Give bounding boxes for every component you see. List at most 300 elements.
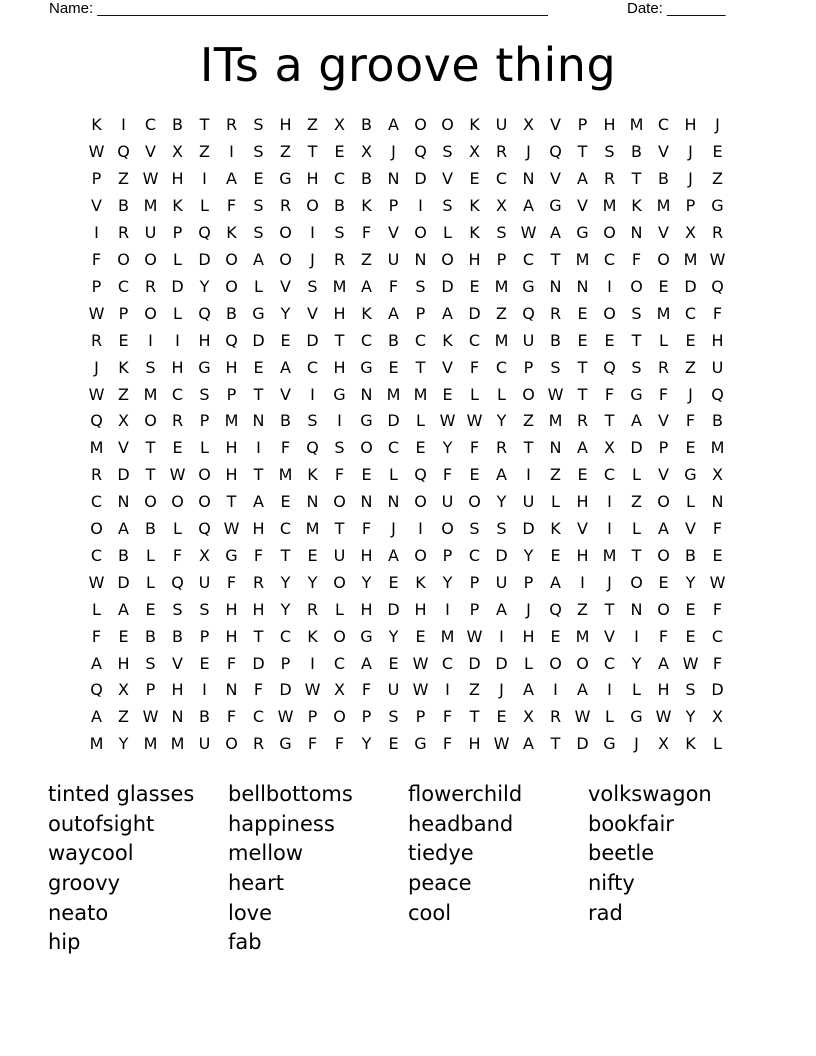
grid-letter: S <box>145 653 156 673</box>
grid-letter: I <box>418 196 423 216</box>
grid-letter: A <box>388 303 399 323</box>
grid-letter: E <box>118 330 129 350</box>
grid-row <box>83 112 733 139</box>
grid-letter: X <box>496 196 507 216</box>
grid-letter: H <box>657 680 670 700</box>
grid-letter: E <box>685 626 696 646</box>
grid-letter: R <box>252 572 265 592</box>
grid-letter: T <box>523 438 534 458</box>
grid-letter: Q <box>549 599 562 619</box>
grid-letter: C <box>468 330 481 350</box>
grid-letter: E <box>442 384 453 404</box>
grid-letter: H <box>117 653 130 673</box>
grid-letter: D <box>711 680 724 700</box>
grid-letter: I <box>310 223 315 243</box>
grid-letter: T <box>145 438 156 458</box>
grid-letter: Q <box>90 680 103 700</box>
grid-letter: G <box>603 734 616 754</box>
grid-letter: R <box>279 196 292 216</box>
grid-letter: O <box>630 276 643 296</box>
grid-letter: Z <box>361 249 372 269</box>
word-bank-item: peace <box>408 870 472 895</box>
grid-letter: J <box>607 572 612 592</box>
grid-letter: T <box>253 465 264 485</box>
grid-letter: F <box>226 653 237 673</box>
grid-letter: G <box>684 465 697 485</box>
grid-letter: I <box>553 680 558 700</box>
grid-letter: J <box>634 734 639 754</box>
grid-letter: T <box>550 734 561 754</box>
grid-letter: I <box>202 680 207 700</box>
grid-letter: P <box>469 572 480 592</box>
grid-letter: L <box>551 492 560 512</box>
grid-row <box>83 516 733 543</box>
grid-letter: Y <box>388 626 399 646</box>
grid-letter: Z <box>118 384 129 404</box>
grid-letter: E <box>388 572 399 592</box>
grid-letter: M <box>278 465 293 485</box>
grid-letter: P <box>577 115 588 135</box>
grid-letter: O <box>171 492 184 512</box>
grid-letter: T <box>280 545 291 565</box>
grid-letter: D <box>117 572 130 592</box>
grid-letter: S <box>604 142 615 162</box>
grid-letter: L <box>470 384 479 404</box>
grid-letter: I <box>580 572 585 592</box>
word-bank-item: outofsight <box>48 811 155 836</box>
grid-letter: O <box>117 249 130 269</box>
grid-letter: C <box>144 115 157 135</box>
grid-letter: F <box>712 599 723 619</box>
grid-letter: T <box>253 626 264 646</box>
grid-letter: A <box>388 545 399 565</box>
grid-letter: E <box>685 330 696 350</box>
grid-letter: V <box>118 438 129 458</box>
grid-letter: Z <box>550 465 561 485</box>
grid-letter: G <box>360 357 373 377</box>
grid-letter: X <box>334 115 345 135</box>
grid-letter: Z <box>685 357 696 377</box>
grid-letter: L <box>173 519 182 539</box>
grid-letter: N <box>225 680 238 700</box>
grid-letter: O <box>441 249 454 269</box>
grid-letter: I <box>121 115 126 135</box>
grid-letter: R <box>117 223 130 243</box>
grid-letter: D <box>117 465 130 485</box>
grid-letter: O <box>144 411 157 431</box>
grid-letter: H <box>225 465 238 485</box>
grid-letter: L <box>416 411 425 431</box>
grid-letter: A <box>523 680 534 700</box>
grid-letter: P <box>172 223 183 243</box>
grid-letter: F <box>469 438 480 458</box>
grid-letter: Z <box>523 411 534 431</box>
grid-letter: M <box>332 276 347 296</box>
word-bank-row <box>48 868 768 898</box>
grid-letter: E <box>118 626 129 646</box>
grid-letter: S <box>145 357 156 377</box>
grid-letter: H <box>576 492 589 512</box>
grid-letter: A <box>253 249 264 269</box>
grid-letter: C <box>711 626 724 646</box>
grid-letter: D <box>171 276 184 296</box>
grid-letter: D <box>279 680 292 700</box>
grid-letter: W <box>88 384 105 404</box>
grid-letter: M <box>602 196 617 216</box>
grid-letter: V <box>577 196 588 216</box>
grid-letter: R <box>225 115 238 135</box>
grid-letter: A <box>361 653 372 673</box>
grid-letter: Q <box>522 303 535 323</box>
grid-letter: B <box>658 169 669 189</box>
grid-letter: E <box>334 142 345 162</box>
grid-letter: E <box>604 330 615 350</box>
grid-letter: X <box>469 142 480 162</box>
grid-letter: Q <box>711 384 724 404</box>
grid-letter: I <box>499 626 504 646</box>
grid-letter: M <box>143 384 158 404</box>
grid-letter: J <box>391 519 396 539</box>
grid-letter: L <box>443 223 452 243</box>
grid-letter: M <box>710 438 725 458</box>
grid-letter: M <box>440 626 455 646</box>
grid-letter: A <box>523 196 534 216</box>
grid-letter: E <box>253 357 264 377</box>
grid-letter: W <box>709 572 726 592</box>
grid-letter: O <box>144 303 157 323</box>
word-bank-item: love <box>228 900 273 925</box>
grid-letter: H <box>684 115 697 135</box>
grid-letter: A <box>118 519 129 539</box>
grid-letter: Y <box>280 303 291 323</box>
grid-letter: L <box>389 465 398 485</box>
grid-letter: B <box>172 626 183 646</box>
grid-letter: E <box>361 465 372 485</box>
grid-letter: G <box>630 707 643 727</box>
grid-letter: K <box>415 572 426 592</box>
grid-letter: Y <box>442 438 453 458</box>
grid-letter: A <box>118 599 129 619</box>
grid-letter: Z <box>118 169 129 189</box>
grid-letter: W <box>682 653 699 673</box>
grid-letter: E <box>577 465 588 485</box>
grid-letter: O <box>522 384 535 404</box>
grid-letter: B <box>118 545 129 565</box>
grid-letter: H <box>279 115 292 135</box>
grid-letter: P <box>685 196 696 216</box>
grid-letter: H <box>414 599 427 619</box>
grid-letter: L <box>92 599 101 619</box>
grid-letter: B <box>280 411 291 431</box>
grid-letter: V <box>604 626 615 646</box>
grid-letter: P <box>658 438 669 458</box>
grid-letter: S <box>199 384 210 404</box>
grid-letter: S <box>631 303 642 323</box>
grid-letter: S <box>253 196 264 216</box>
grid-letter: E <box>415 626 426 646</box>
grid-letter: Y <box>496 411 507 431</box>
grid-letter: Q <box>603 357 616 377</box>
grid-letter: O <box>306 196 319 216</box>
grid-row <box>83 543 733 570</box>
grid-letter: C <box>387 438 400 458</box>
grid-letter: P <box>199 411 210 431</box>
grid-letter: D <box>522 519 535 539</box>
grid-letter: E <box>550 545 561 565</box>
grid-letter: U <box>144 223 157 243</box>
word-bank-item: heart <box>228 870 284 895</box>
grid-letter: Z <box>199 142 210 162</box>
grid-letter: G <box>279 169 292 189</box>
grid-letter: A <box>253 492 264 512</box>
grid-letter: E <box>658 572 669 592</box>
grid-letter: F <box>712 303 723 323</box>
grid-letter: G <box>630 384 643 404</box>
grid-letter: R <box>171 411 184 431</box>
grid-letter: X <box>118 411 129 431</box>
word-bank-item: mellow <box>228 841 304 866</box>
grid-letter: X <box>658 734 669 754</box>
word-bank-item: bellbottoms <box>228 781 353 806</box>
grid-letter: O <box>333 572 346 592</box>
grid-letter: K <box>91 115 102 135</box>
grid-letter: S <box>442 196 453 216</box>
grid-letter: F <box>361 223 372 243</box>
grid-letter: N <box>414 249 427 269</box>
grid-letter: N <box>549 276 562 296</box>
grid-letter: Z <box>577 599 588 619</box>
grid-letter: O <box>603 223 616 243</box>
grid-letter: O <box>198 492 211 512</box>
grid-letter: I <box>418 519 423 539</box>
word-bank-item: tinted glasses <box>48 781 195 806</box>
grid-letter: X <box>118 680 129 700</box>
grid-letter: J <box>391 142 396 162</box>
grid-letter: D <box>414 169 427 189</box>
grid-letter: J <box>688 384 693 404</box>
word-bank-item: tiedye <box>408 841 474 866</box>
grid-letter: I <box>229 142 234 162</box>
grid-letter: T <box>631 330 642 350</box>
grid-letter: P <box>523 572 534 592</box>
grid-row <box>83 677 733 704</box>
grid-letter: A <box>91 707 102 727</box>
grid-letter: W <box>88 142 105 162</box>
grid-letter: Z <box>631 492 642 512</box>
grid-letter: E <box>280 330 291 350</box>
word-bank-row <box>48 779 768 809</box>
grid-letter: W <box>439 411 456 431</box>
grid-letter: C <box>90 492 103 512</box>
grid-letter: L <box>497 384 506 404</box>
grid-letter: A <box>550 223 561 243</box>
grid-letter: F <box>253 680 264 700</box>
grid-letter: A <box>577 169 588 189</box>
grid-letter: I <box>607 519 612 539</box>
grid-letter: O <box>144 492 157 512</box>
grid-letter: N <box>306 492 319 512</box>
grid-letter: C <box>603 465 616 485</box>
grid-letter: C <box>117 276 130 296</box>
grid-row <box>83 381 733 408</box>
grid-letter: Q <box>711 276 724 296</box>
grid-row <box>83 731 733 758</box>
grid-letter: X <box>712 707 723 727</box>
grid-letter: H <box>360 545 373 565</box>
grid-letter: I <box>148 330 153 350</box>
grid-letter: T <box>145 465 156 485</box>
page-title: ITs a groove thing <box>199 38 617 92</box>
grid-letter: R <box>333 249 346 269</box>
grid-letter: C <box>360 330 373 350</box>
grid-letter: T <box>577 142 588 162</box>
grid-letter: A <box>496 465 507 485</box>
grid-letter: S <box>442 142 453 162</box>
grid-letter: D <box>306 330 319 350</box>
grid-letter: B <box>145 626 156 646</box>
grid-letter: Y <box>118 734 129 754</box>
grid-letter: U <box>333 545 346 565</box>
grid-letter: D <box>684 276 697 296</box>
word-bank-item: hip <box>48 930 81 955</box>
grid-letter: L <box>605 707 614 727</box>
grid-letter: H <box>171 357 184 377</box>
grid-letter: F <box>361 680 372 700</box>
grid-letter: E <box>712 142 723 162</box>
word-bank-item: neato <box>48 900 109 925</box>
grid-letter: S <box>496 519 507 539</box>
grid-letter: X <box>604 438 615 458</box>
grid-letter: L <box>200 438 209 458</box>
grid-letter: N <box>360 492 373 512</box>
grid-letter: Q <box>306 438 319 458</box>
word-bank-item: happiness <box>228 811 335 836</box>
grid-letter: L <box>659 330 668 350</box>
grid-letter: W <box>304 680 321 700</box>
grid-letter: E <box>172 438 183 458</box>
grid-letter: L <box>254 276 263 296</box>
grid-letter: T <box>604 411 615 431</box>
grid-letter: O <box>414 492 427 512</box>
grid-letter: V <box>91 196 102 216</box>
grid-letter: Q <box>198 303 211 323</box>
grid-letter: T <box>577 357 588 377</box>
grid-letter: O <box>576 653 589 673</box>
grid-letter: E <box>550 626 561 646</box>
grid-letter: W <box>88 572 105 592</box>
grid-letter: M <box>224 411 239 431</box>
grid-letter: P <box>199 626 210 646</box>
grid-letter: H <box>171 169 184 189</box>
grid-letter: F <box>334 465 345 485</box>
grid-letter: F <box>685 411 696 431</box>
grid-letter: H <box>225 438 238 458</box>
grid-letter: H <box>522 626 535 646</box>
grid-letter: Y <box>496 492 507 512</box>
grid-row <box>83 650 733 677</box>
grid-row <box>83 489 733 516</box>
grid-letter: A <box>658 653 669 673</box>
grid-letter: V <box>145 142 156 162</box>
grid-letter: A <box>280 357 291 377</box>
grid-letter: S <box>550 357 561 377</box>
grid-letter: M <box>170 734 185 754</box>
grid-letter: C <box>279 519 292 539</box>
grid-letter: D <box>468 653 481 673</box>
grid-letter: H <box>603 115 616 135</box>
grid-letter: P <box>91 276 102 296</box>
grid-letter: L <box>173 249 182 269</box>
grid-letter: M <box>629 115 644 135</box>
grid-letter: N <box>576 276 589 296</box>
grid-letter: H <box>333 357 346 377</box>
grid-letter: A <box>658 519 669 539</box>
grid-letter: D <box>441 276 454 296</box>
grid-letter: P <box>280 653 291 673</box>
grid-letter: O <box>657 492 670 512</box>
grid-letter: Z <box>280 142 291 162</box>
grid-letter: Z <box>712 169 723 189</box>
grid-letter: N <box>171 707 184 727</box>
grid-letter: F <box>658 384 669 404</box>
grid-letter: W <box>412 653 429 673</box>
grid-letter: I <box>310 384 315 404</box>
grid-letter: R <box>90 330 103 350</box>
grid-letter: I <box>175 330 180 350</box>
grid-letter: O <box>198 465 211 485</box>
grid-letter: T <box>334 330 345 350</box>
grid-letter: W <box>277 707 294 727</box>
grid-letter: Z <box>496 303 507 323</box>
word-bank-row <box>48 898 768 928</box>
grid-letter: W <box>574 707 591 727</box>
grid-letter: W <box>223 519 240 539</box>
grid-letter: O <box>90 519 103 539</box>
grid-letter: J <box>715 115 720 135</box>
grid-letter: V <box>280 384 291 404</box>
grid-letter: H <box>252 599 265 619</box>
grid-letter: W <box>142 707 159 727</box>
grid-letter: V <box>577 519 588 539</box>
grid-letter: V <box>550 115 561 135</box>
grid-letter: E <box>469 465 480 485</box>
grid-letter: S <box>334 438 345 458</box>
grid-letter: P <box>523 357 534 377</box>
word-bank-row <box>48 809 768 839</box>
grid-letter: L <box>146 572 155 592</box>
grid-letter: T <box>226 492 237 512</box>
grid-row <box>83 193 733 220</box>
grid-letter: K <box>469 223 480 243</box>
grid-letter: T <box>307 142 318 162</box>
grid-letter: E <box>577 303 588 323</box>
grid-letter: Z <box>307 115 318 135</box>
grid-letter: K <box>361 196 372 216</box>
grid-letter: Q <box>198 223 211 243</box>
grid-letter: J <box>310 249 315 269</box>
grid-letter: C <box>306 357 319 377</box>
grid-letter: L <box>713 734 722 754</box>
grid-letter: E <box>280 492 291 512</box>
grid-row <box>83 327 733 354</box>
grid-letter: E <box>145 599 156 619</box>
grid-letter: O <box>468 492 481 512</box>
grid-letter: X <box>361 142 372 162</box>
grid-letter: M <box>89 438 104 458</box>
grid-letter: B <box>199 707 210 727</box>
grid-letter: L <box>173 303 182 323</box>
grid-letter: H <box>198 330 211 350</box>
